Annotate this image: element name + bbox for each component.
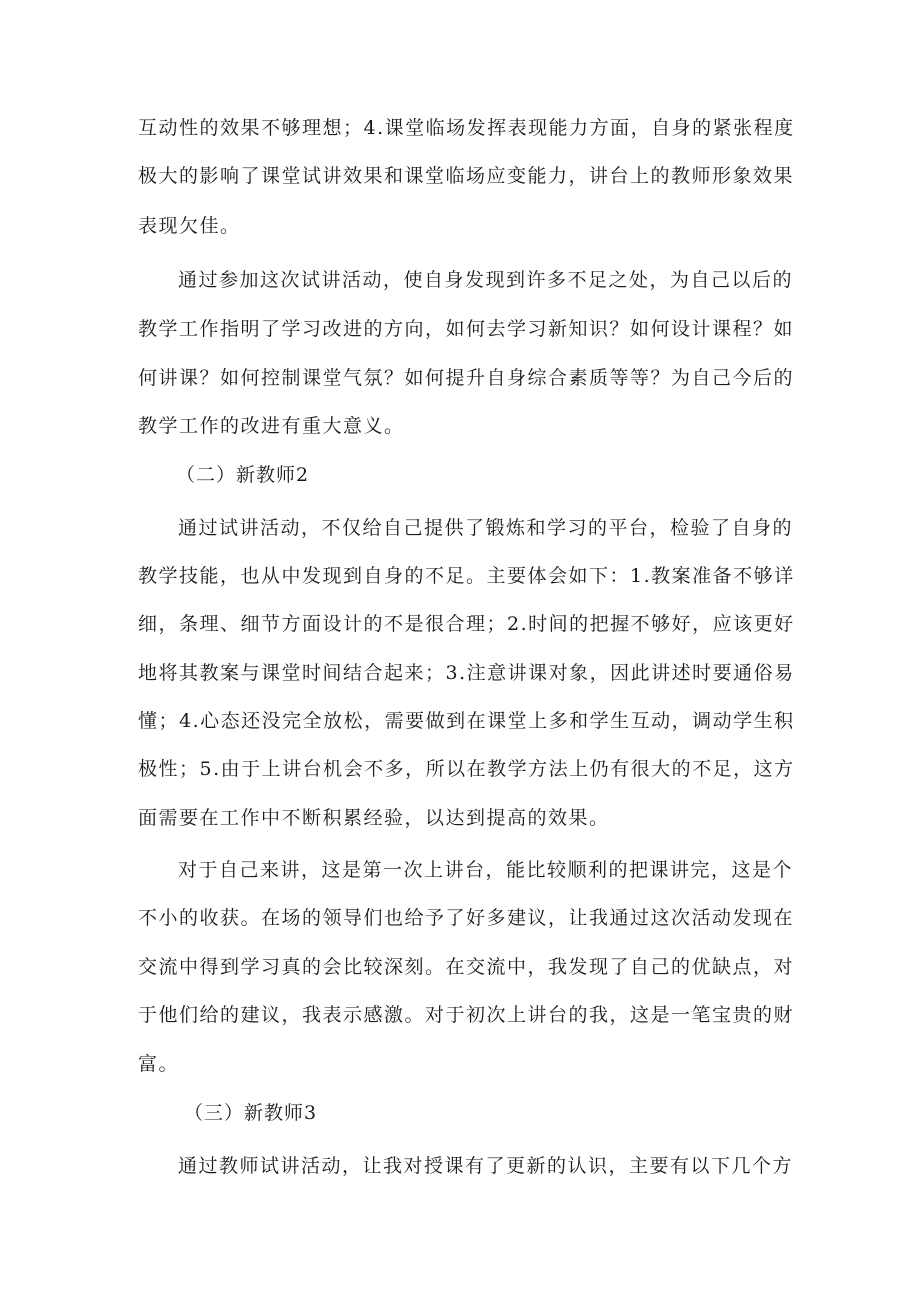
paragraph-4-line-2: 不小的收获。在场的领导们也给予了好多建议，让我通过这次活动发现在 xyxy=(138,907,795,929)
paragraph-2-line-3: 何讲课？如何控制课堂气氛？如何提升自身综合素质等等？为自己今后的 xyxy=(138,367,795,389)
paragraph-2-line-1: 通过参加这次试讲活动，使自身发现到许多不足之处，为自己以后的 xyxy=(178,269,794,291)
paragraph-1-line-2: 极大的影响了课堂试讲效果和课堂临场应变能力，讲台上的教师形象效果 xyxy=(138,165,795,187)
paragraph-1-line-1: 互动性的效果不够理想；4.课堂临场发挥表现能力方面，自身的紧张程度 xyxy=(138,117,795,139)
paragraph-4-line-4: 于他们给的建议，我表示感激。对于初次上讲台的我，这是一笔宝贵的财 xyxy=(138,1004,795,1026)
paragraph-3-line-3: 细，条理、细节方面设计的不是很合理；2.时间的把握不够好，应该更好 xyxy=(138,613,795,635)
paragraph-2-line-2: 教学工作指明了学习改进的方向，如何去学习新知识？如何设计课程？如 xyxy=(138,318,795,340)
paragraph-4-line-5: 富。 xyxy=(138,1053,180,1075)
paragraph-3-line-4: 地将其教案与课堂时间结合起来；3.注意讲课对象，因此讲述时要通俗易 xyxy=(138,662,795,684)
paragraph-3-line-1: 通过试讲活动，不仅给自己提供了锻炼和学习的平台，检验了自身的 xyxy=(178,517,794,539)
paragraph-5-line-1: 通过教师试讲活动，让我对授课有了更新的认识，主要有以下几个方 xyxy=(178,1155,794,1177)
section-heading-3: （三）新教师3 xyxy=(184,1102,318,1124)
paragraph-3-line-7: 面需要在工作中不断积累经验，以达到提高的效果。 xyxy=(138,807,610,829)
paragraph-3-line-5: 懂；4.心态还没完全放松，需要做到在课堂上多和学生互动，调动学生积 xyxy=(138,710,795,732)
paragraph-3-line-6: 极性；5.由于上讲台机会不多，所以在教学方法上仍有很大的不足，这方 xyxy=(138,758,795,780)
paragraph-4-line-3: 交流中得到学习真的会比较深刻。在交流中，我发现了自己的优缺点，对 xyxy=(138,956,795,978)
paragraph-4-line-1: 对于自己来讲，这是第一次上讲台，能比较顺利的把课讲完，这是个 xyxy=(178,859,794,881)
section-heading-2: （二）新教师2 xyxy=(176,464,310,486)
paragraph-3-line-2: 教学技能，也从中发现到自身的不足。主要体会如下：1.教案准备不够详 xyxy=(138,565,795,587)
paragraph-1-line-3: 表现欠佳。 xyxy=(138,215,241,237)
paragraph-2-line-4: 教学工作的改进有重大意义。 xyxy=(138,415,405,437)
